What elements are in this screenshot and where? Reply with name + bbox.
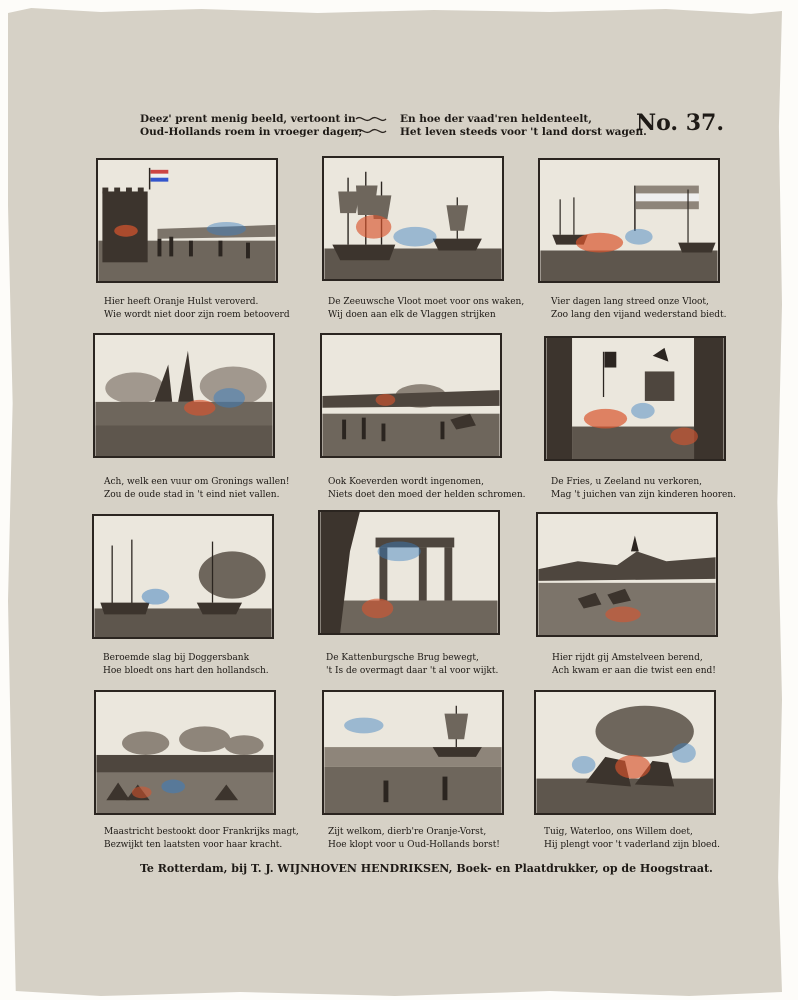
caption-2-line-1: De Zeeuwsche Vloot moet voor ons waken, <box>328 297 525 307</box>
caption-1-line-2: Wie wordt niet door zijn roem betooverd <box>104 309 290 320</box>
caption-2-line-2: Wij doen aan elk de Vlaggen strijken <box>328 309 496 320</box>
caption-11-line-2: Hoe klopt voor u Oud-Hollands borst! <box>328 839 500 850</box>
caption-9-line-2: Ach kwam er aan die twist een end! <box>552 665 716 676</box>
woodcut-panel-5 <box>320 333 502 458</box>
caption-11 <box>328 826 528 851</box>
caption-1 <box>104 296 304 321</box>
woodcut-groningen-siege <box>95 335 273 456</box>
caption-5-line-1: Ook Koeverden wordt ingenomen, <box>328 477 484 487</box>
caption-5 <box>328 476 528 501</box>
printer-imprint: Te Rotterdam, bij T. J. WIJNHOVEN HENDRIKSEN, Boek- en Plaatdrukker, op de Hoogstraat. <box>140 862 713 875</box>
caption-8 <box>326 652 526 677</box>
caption-5-line-2: Niets doet den moed der helden schromen. <box>328 489 526 500</box>
caption-4-line-1: Ach, welk een vuur om Gronings wallen! <box>104 477 290 487</box>
header-verse-left <box>140 113 362 139</box>
woodcut-panel-2 <box>322 156 504 281</box>
woodcut-frisian-celebration <box>546 338 724 459</box>
woodcut-kattenburg-bridge <box>320 512 498 633</box>
woodcut-orange-prince-landing <box>324 692 502 813</box>
woodcut-waterloo-battle <box>536 692 714 813</box>
woodcut-doggersbank-battle <box>94 516 272 637</box>
woodcut-four-days-battle <box>540 160 718 281</box>
woodcut-hulst-siege <box>98 160 276 281</box>
caption-4-line-2: Zou de oude stad in 't eind niet vallen. <box>104 489 280 500</box>
caption-9-line-1: Hier rijdt gij Amstelveen berend, <box>552 653 703 663</box>
caption-6-line-2: Mag 't juichen van zijn kinderen hooren. <box>551 489 737 500</box>
caption-3-line-2: Zoo lang den vijand wederstand biedt. <box>551 309 727 320</box>
woodcut-panel-3 <box>538 158 720 283</box>
woodcut-panel-7 <box>92 514 274 639</box>
woodcut-zeeland-fleet <box>324 158 502 279</box>
caption-2 <box>328 296 528 321</box>
caption-3 <box>551 296 751 321</box>
woodcut-amstelveen-ride <box>538 514 716 635</box>
caption-7-line-2: Hoe bloedt ons hart den hollandsch. <box>103 665 269 676</box>
woodcut-panel-1 <box>96 158 278 283</box>
caption-7-line-1: Beroemde slag bij Doggersbank <box>103 653 250 663</box>
woodcut-panel-6 <box>544 336 726 461</box>
caption-7 <box>103 652 303 677</box>
caption-8-line-1: De Kattenburgsche Brug bewegt, <box>326 653 479 663</box>
woodcut-maastricht-siege <box>96 692 274 813</box>
woodcut-panel-12 <box>534 690 716 815</box>
woodcut-panel-8 <box>318 510 500 635</box>
caption-10 <box>104 826 304 851</box>
caption-8-line-2: 't Is de overmagt daar 't al voor wijkt. <box>326 665 499 676</box>
header-verse-right-line-2: Het leven steeds voor 't land dorst wagen. <box>400 126 647 138</box>
woodcut-panel-4 <box>93 333 275 458</box>
caption-11-line-1: Zijt welkom, dierb're Oranje-Vorst, <box>328 827 487 837</box>
caption-12-line-1: Tuig, Waterloo, ons Willem doet, <box>544 827 693 837</box>
header-verse-right-line-1: En hoe der vaad'ren heldenteelt, <box>400 113 592 125</box>
header-verse-left-line-1: Deez' prent menig beeld, vertoont in <box>140 113 356 125</box>
caption-12 <box>544 826 744 851</box>
caption-6 <box>551 476 751 501</box>
woodcut-coevorden-taken <box>322 335 500 456</box>
caption-3-line-1: Vier dagen lang streed onze Vloot, <box>551 297 709 307</box>
caption-6-line-1: De Fries, u Zeeland nu verkoren, <box>551 477 703 487</box>
caption-1-line-1: Hier heeft Oranje Hulst veroverd. <box>104 297 259 307</box>
woodcut-panel-10 <box>94 690 276 815</box>
caption-12-line-2: Hij plengt voor 't vaderland zijn bloed. <box>544 839 720 850</box>
header-ornament-icon <box>353 112 389 138</box>
plate-number: No. 37. <box>636 110 724 136</box>
header-verse-right <box>400 113 647 139</box>
woodcut-panel-11 <box>322 690 504 815</box>
caption-10-line-2: Bezwijkt ten laatsten voor haar kracht. <box>104 839 283 850</box>
header-verse-left-line-2: Oud-Hollands roem in vroeger dagen; <box>140 126 363 138</box>
caption-9 <box>552 652 752 677</box>
woodcut-panel-9 <box>536 512 718 637</box>
caption-10-line-1: Maastricht bestookt door Frankrijks magt, <box>104 827 299 837</box>
caption-4 <box>104 476 304 501</box>
